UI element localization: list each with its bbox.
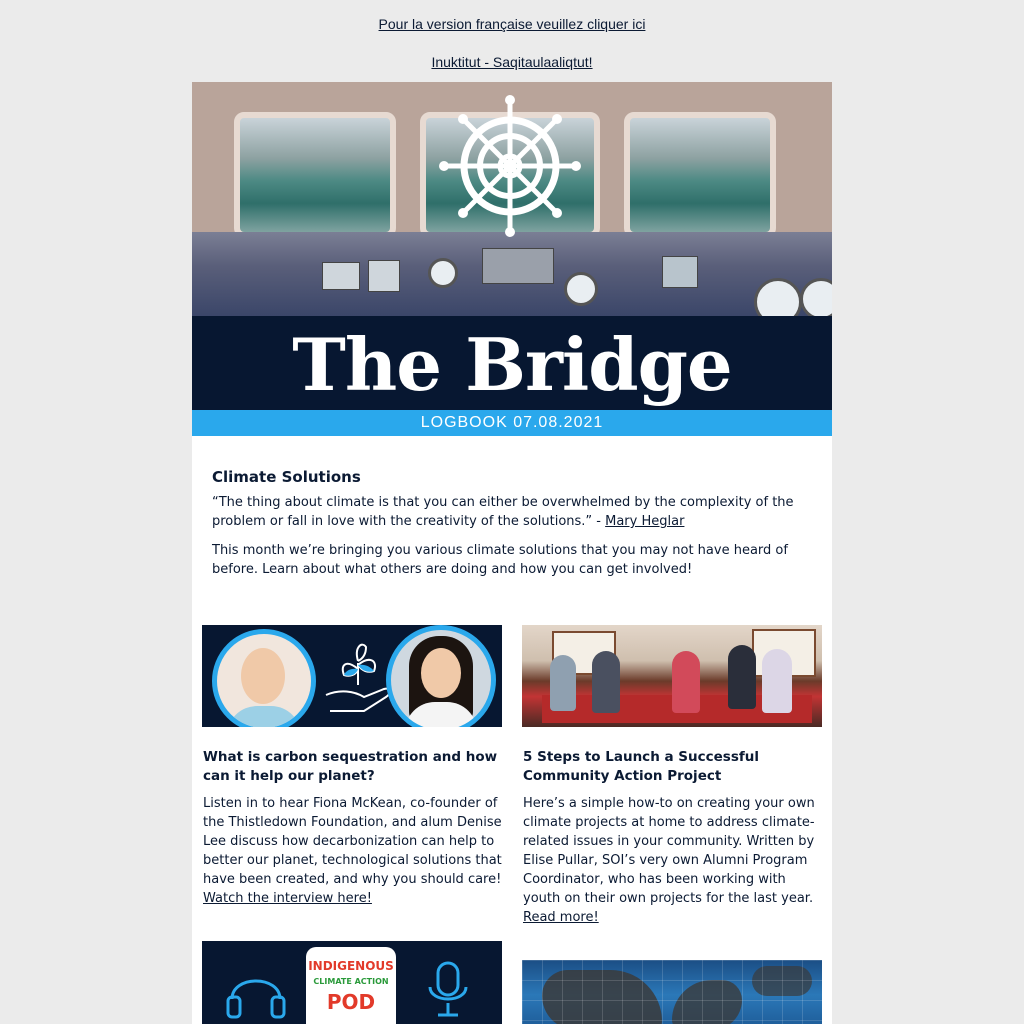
- article-title: 5 Steps to Launch a Successful Community Action Project: [523, 749, 759, 784]
- podcast-logo-line3: POD: [326, 990, 376, 1014]
- carbon-sequestration-thumbnail[interactable]: [202, 625, 502, 727]
- podcast-logo-line1: INDIGENOUS: [308, 959, 394, 973]
- podcast-logo-line2: CLIMATE ACTION: [313, 977, 389, 986]
- mary-heglar-link[interactable]: Mary Heglar: [605, 514, 685, 529]
- article-title: What is carbon sequestration and how can it help our planet?: [203, 749, 498, 784]
- intro-quote: [212, 493, 816, 531]
- intro-section: [212, 468, 816, 589]
- logbook-band: [192, 410, 832, 436]
- intro-body: This month we’re bringing you various climate solutions that you may not have heard of before. Learn about what others are doing and how you can get involved!: [212, 543, 788, 577]
- article-text: Listen in to hear Fiona McKean, co-founder of the Thistledown Foundation, and alum Denise Lee discuss how decarbonization can help to better our planet, technological solutions that have been created, and why you should care!: [203, 796, 502, 887]
- french-version-link[interactable]: Pour la version française veuillez cliquer ici: [378, 16, 646, 32]
- headphones-icon: [224, 959, 288, 1023]
- title-band: [192, 316, 832, 410]
- header-banner: [192, 82, 832, 436]
- inuktitut-version-link[interactable]: Inuktitut - Saqitaulaaliqtut!: [431, 54, 593, 70]
- logbook-date: LOGBOOK 07.08.2021: [420, 414, 604, 431]
- article-community-action: [523, 748, 823, 927]
- section-heading: Climate Solutions: [212, 468, 361, 486]
- newsletter-card: [192, 82, 832, 1024]
- community-action-thumbnail[interactable]: [522, 625, 822, 727]
- map-thumbnail[interactable]: [522, 960, 822, 1024]
- ships-wheel-icon: [438, 94, 582, 238]
- watch-interview-link[interactable]: Watch the interview here!: [203, 891, 372, 906]
- article-body: [523, 794, 823, 927]
- indigenous-climate-action-pod-thumbnail[interactable]: [202, 941, 502, 1024]
- article-text: Here’s a simple how-to on creating your own climate projects at home to address climate-related issues in your community. Written by Elise Pullar, SOI’s very own Alumni Program Coordinator, who has been working with youth on their own projects for the last year.: [523, 796, 815, 906]
- quote-text: “The thing about climate is that you can either be overwhelmed by the complexity of the problem or fall in love with the creativity of the solutions.” -: [212, 495, 794, 529]
- article-body: [203, 794, 503, 908]
- plant-in-hand-icon: [320, 635, 396, 719]
- newsletter-title: The Bridge: [292, 322, 732, 407]
- podcast-logo: [306, 947, 396, 1024]
- microphone-icon: [416, 957, 480, 1021]
- article-carbon-sequestration: [203, 748, 503, 908]
- read-more-link[interactable]: Read more!: [523, 910, 599, 925]
- ship-bridge-photo: [192, 82, 832, 316]
